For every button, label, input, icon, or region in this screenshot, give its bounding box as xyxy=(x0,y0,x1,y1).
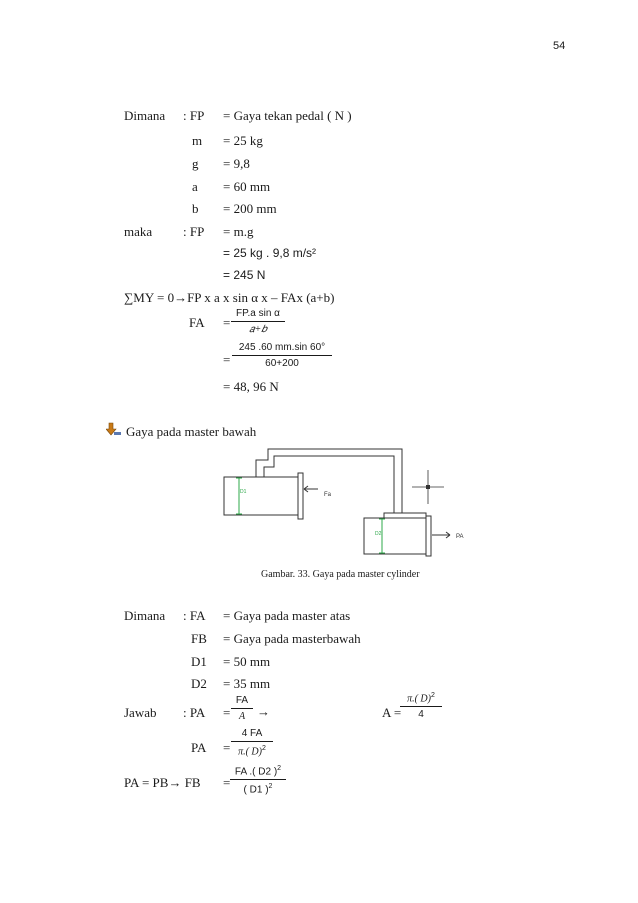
fraction-denominator: 4 xyxy=(418,709,424,721)
arrow-icon: → xyxy=(257,704,270,719)
fraction-numerator: 245 .60 mm.sin 60° xyxy=(238,342,326,353)
fraction-numerator: FP.a sin α xyxy=(236,308,280,319)
var-description: = 35 mm xyxy=(223,676,271,691)
figure-label-pa: PA xyxy=(456,534,464,540)
var-description: = 60 mm xyxy=(223,179,271,194)
pa-symbol: PA xyxy=(191,740,207,755)
maka-line: = 245 N xyxy=(223,268,266,282)
fraction-denominator: ( D1 ) xyxy=(243,784,269,796)
var-description: = Gaya pada master atas xyxy=(223,608,351,623)
var-symbol: m xyxy=(192,133,203,148)
equals-sign: = xyxy=(223,705,231,720)
figure-label-d2: D2 xyxy=(375,531,382,537)
figure-label-d1: D1 xyxy=(240,489,247,495)
fraction-numerator: 4 FA xyxy=(241,728,263,739)
pa-symbol: : PA xyxy=(183,705,206,720)
fraction-numerator: FA xyxy=(235,695,249,706)
fraction-denominator: A xyxy=(238,711,246,722)
maka-label: maka xyxy=(124,224,153,239)
pb-equation-label: PA = PB→ FB xyxy=(124,775,201,790)
equals-sign: = xyxy=(223,775,231,790)
master-cylinder-figure xyxy=(212,443,484,559)
jawab-label: Jawab xyxy=(124,705,157,720)
exponent: 2 xyxy=(431,692,435,699)
var-description: = Gaya pada masterbawah xyxy=(223,631,361,646)
fraction-numerator: FA .( D2 ) xyxy=(234,766,278,778)
equals-sign: = xyxy=(223,352,231,367)
bullet-icon xyxy=(106,422,122,436)
fraction-fb xyxy=(230,765,286,796)
fraction-denominator: 60+200 xyxy=(265,358,299,369)
figure-caption: Gambar. 33. Gaya pada master cylinder xyxy=(261,569,420,580)
fraction-pa xyxy=(231,696,253,722)
moment-equation: ∑MY = 0→FP x a x sin α x – FAx (a+b) xyxy=(124,290,335,305)
var-symbol: D2 xyxy=(191,676,207,691)
page-number: 54 xyxy=(553,40,566,52)
maka-line: = m.g xyxy=(223,224,254,239)
fraction-numerator: π.( D) xyxy=(407,693,431,705)
dimana-label: Dimana xyxy=(124,608,166,623)
var-description: = 50 mm xyxy=(223,654,271,669)
fa-result: = 48, 96 N xyxy=(223,379,279,394)
var-description: = 25 kg xyxy=(223,133,263,148)
exponent: 2 xyxy=(262,745,266,752)
section-title: Gaya pada master bawah xyxy=(126,424,257,439)
fraction-denominator: π.( D) xyxy=(238,746,262,758)
fraction-fa xyxy=(231,309,285,335)
dimana-label: Dimana xyxy=(124,108,166,123)
var-symbol: b xyxy=(192,201,199,216)
var-description: = 200 mm xyxy=(223,201,277,216)
var-description: = 9,8 xyxy=(223,156,250,171)
maka-symbol: : FP xyxy=(183,224,205,239)
exponent: 2 xyxy=(277,765,282,772)
fraction-fa-values xyxy=(232,343,332,369)
equals-sign: = xyxy=(223,740,231,755)
area-label: A = xyxy=(382,705,402,720)
var-symbol: : FA xyxy=(183,608,206,623)
var-description: = Gaya tekan pedal ( N ) xyxy=(223,108,352,123)
fraction-pa-expanded xyxy=(231,729,273,757)
var-symbol: g xyxy=(192,156,199,171)
figure-label-fa: Fa xyxy=(324,492,332,498)
var-symbol: D1 xyxy=(191,654,207,669)
equals-sign: = xyxy=(223,315,231,330)
fraction-denominator: 𝑎+𝑏 xyxy=(249,324,267,335)
maka-line: = 25 kg . 9,8 m/s² xyxy=(223,246,317,260)
var-symbol: a xyxy=(192,179,198,194)
exponent: 2 xyxy=(268,783,273,791)
var-symbol: : FP xyxy=(183,108,205,123)
var-symbol: FB xyxy=(191,631,207,646)
fa-label: FA xyxy=(189,315,205,330)
fraction-area xyxy=(400,692,442,720)
